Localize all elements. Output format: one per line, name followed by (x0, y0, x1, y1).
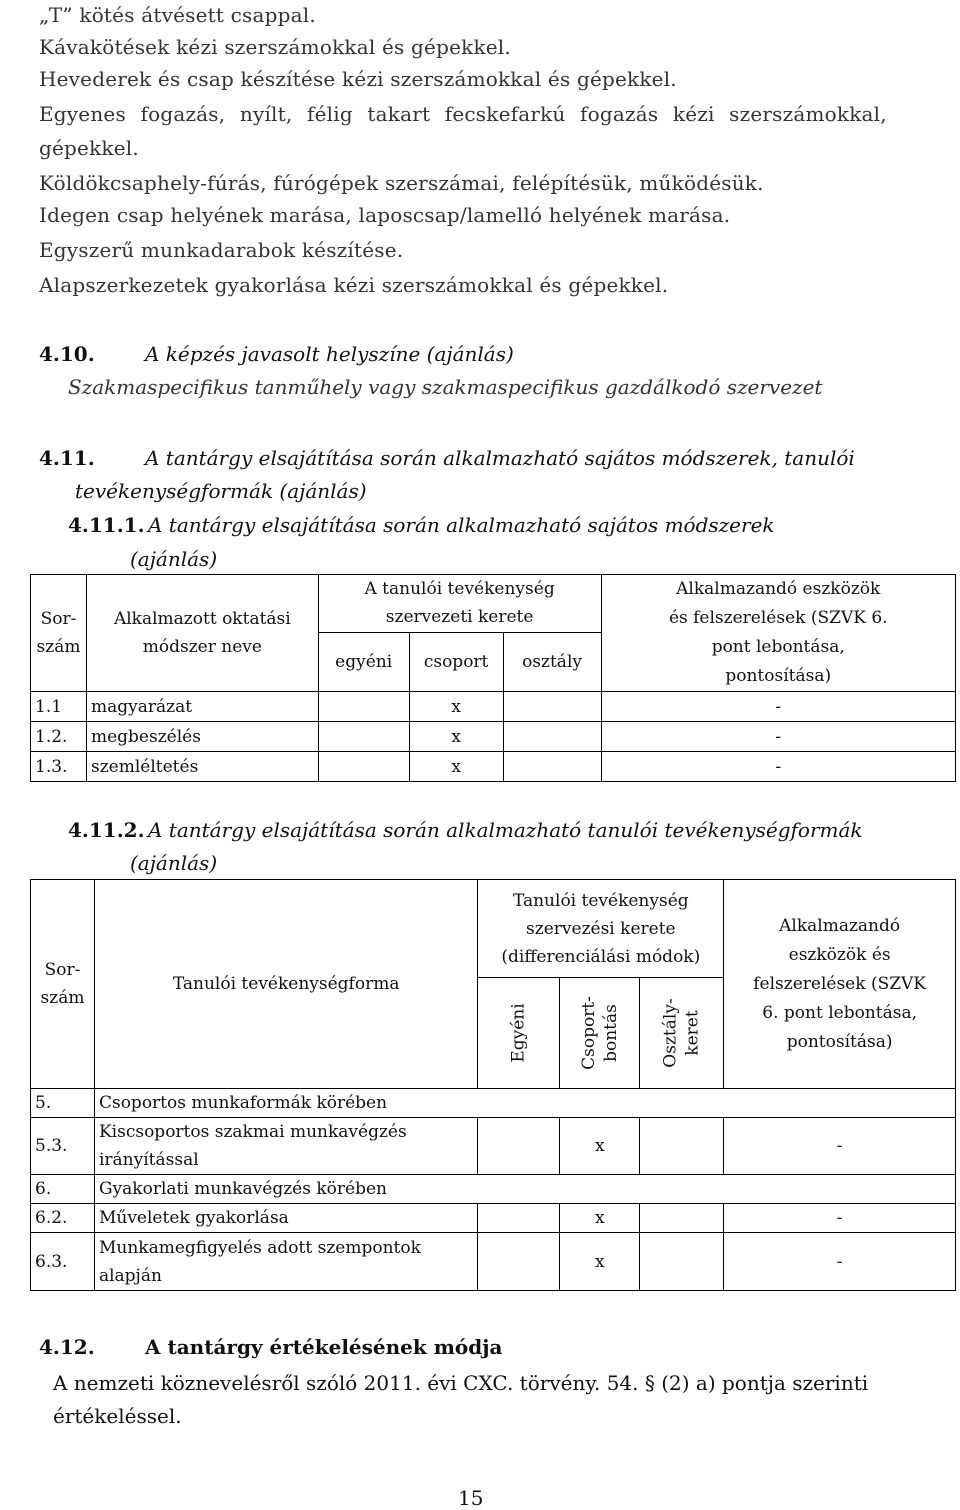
page-number: 15 (458, 1486, 484, 1510)
header-cell (560, 978, 640, 1089)
content-line: Kávakötések kézi szerszámokkal és gépekkel. (39, 35, 511, 59)
section-number: 4.11.1. (68, 513, 145, 537)
row-number: 1.3. (31, 752, 87, 782)
header-cell: Sor- szám (31, 575, 87, 692)
row-number: 1.1 (31, 692, 87, 722)
row-tools: - (724, 1204, 956, 1233)
row-number: 6. (31, 1175, 95, 1204)
row-name: Műveletek gyakorlása (94, 1204, 477, 1233)
row-tools: - (724, 1118, 956, 1175)
row-tools: - (601, 692, 956, 722)
row-number: 5. (31, 1089, 95, 1118)
content-line: gépekkel. (39, 136, 139, 160)
row-name: Kiscsoportos szakmai munkavégzés irányítással (94, 1118, 477, 1175)
header-cell: A tanulói tevékenység szervezeti kerete (318, 575, 601, 633)
content-line: „T” kötés átvésett csappal. (39, 3, 316, 27)
header-cell: Sor- szám (31, 880, 95, 1089)
header-cell: csoport (409, 632, 503, 691)
table-row (31, 1175, 956, 1204)
row-mark: x (409, 692, 503, 722)
rotated-header: Egyéni (508, 1003, 529, 1063)
section-title: tevékenységformák (ajánlás) (75, 479, 367, 503)
section-number: 4.12. (39, 1335, 95, 1359)
row-mark: x (409, 752, 503, 782)
row-number: 5.3. (31, 1118, 95, 1175)
row-tools: - (601, 722, 956, 752)
row-mark: x (560, 1233, 640, 1291)
content-line: Idegen csap helyének marása, laposcsap/lamelló helyének marása. (39, 203, 731, 227)
group-title: Gyakorlati munkavégzés körében (94, 1175, 955, 1204)
content-line: Alapszerkezetek gyakorlása kézi szerszámokkal és gépekkel. (39, 273, 669, 297)
table-row (31, 1089, 956, 1118)
row-tools: - (724, 1233, 956, 1291)
header-cell (478, 978, 560, 1089)
rotated-header: Csoport- bontás (578, 996, 621, 1070)
section-title: A tantárgy elsajátítása során alkalmazható tanulói tevékenységformák (148, 818, 863, 842)
table-row (31, 722, 956, 752)
header-cell: Alkalmazandó eszközök és felszerelések (SZVK 6. pont lebontása, pontosítása) (724, 880, 956, 1089)
section-text: Szakmaspecifikus tanműhely vagy szakmaspecifikus gazdálkodó szervezet (68, 375, 823, 399)
row-mark: x (409, 722, 503, 752)
header-cell: egyéni (318, 632, 409, 691)
section-title: A tantárgy elsajátítása során alkalmazható sajátos módszerek (148, 513, 775, 537)
table-row (31, 752, 956, 782)
header-cell: osztály (503, 632, 601, 691)
rotated-header: Osztály- keret (660, 998, 703, 1068)
activities-table (30, 879, 956, 1291)
table-row (31, 1204, 956, 1233)
row-mark: x (560, 1118, 640, 1175)
section-title: A tantárgy elsajátítása során alkalmazható sajátos módszerek, tanulói (145, 446, 855, 470)
content-line: Hevederek és csap készítése kézi szerszámokkal és gépekkel. (39, 67, 677, 91)
table-row (31, 1233, 956, 1291)
header-cell (640, 978, 724, 1089)
row-name: megbeszélés (86, 722, 318, 752)
header-cell: Tanulói tevékenységforma (94, 880, 477, 1089)
section-number: 4.10. (39, 342, 95, 366)
group-title: Csoportos munkaformák körében (94, 1089, 955, 1118)
section-text: A nemzeti köznevelésről szóló 2011. évi CXC. törvény. 54. § (2) a) pontja szerinti (53, 1371, 869, 1395)
row-name: Munkamegfigyelés adott szempontok alapján (94, 1233, 477, 1291)
section-title: A tantárgy értékelésének módja (145, 1335, 503, 1359)
row-number: 6.2. (31, 1204, 95, 1233)
header-cell: Alkalmazott oktatási módszer neve (86, 575, 318, 692)
content-line: Egyszerű munkadarabok készítése. (39, 238, 404, 262)
section-title: (ajánlás) (130, 547, 218, 571)
row-number: 6.3. (31, 1233, 95, 1291)
row-name: magyarázat (86, 692, 318, 722)
row-name: szemléltetés (86, 752, 318, 782)
header-cell: Alkalmazandó eszközök és felszerelések (SZVK 6. pont lebontása, pontosítása) (601, 575, 956, 692)
content-line: Egyenes fogazás, nyílt, félig takart fecskefarkú fogazás kézi szerszámokkal, (39, 102, 887, 126)
content-line: Köldökcsaphely-fúrás, fúrógépek szerszámai, felépítésük, működésük. (39, 171, 764, 195)
header-cell: Tanulói tevékenység szervezési kerete (differenciálási módok) (478, 880, 724, 978)
section-number: 4.11.2. (68, 818, 145, 842)
row-number: 1.2. (31, 722, 87, 752)
section-number: 4.11. (39, 446, 95, 470)
table-row (31, 692, 956, 722)
methods-table (30, 574, 956, 782)
row-mark: x (560, 1204, 640, 1233)
section-title: (ajánlás) (130, 851, 218, 875)
section-title: A képzés javasolt helyszíne (ajánlás) (145, 342, 514, 366)
section-text: értékeléssel. (53, 1404, 182, 1428)
table-row (31, 1118, 956, 1175)
row-tools: - (601, 752, 956, 782)
